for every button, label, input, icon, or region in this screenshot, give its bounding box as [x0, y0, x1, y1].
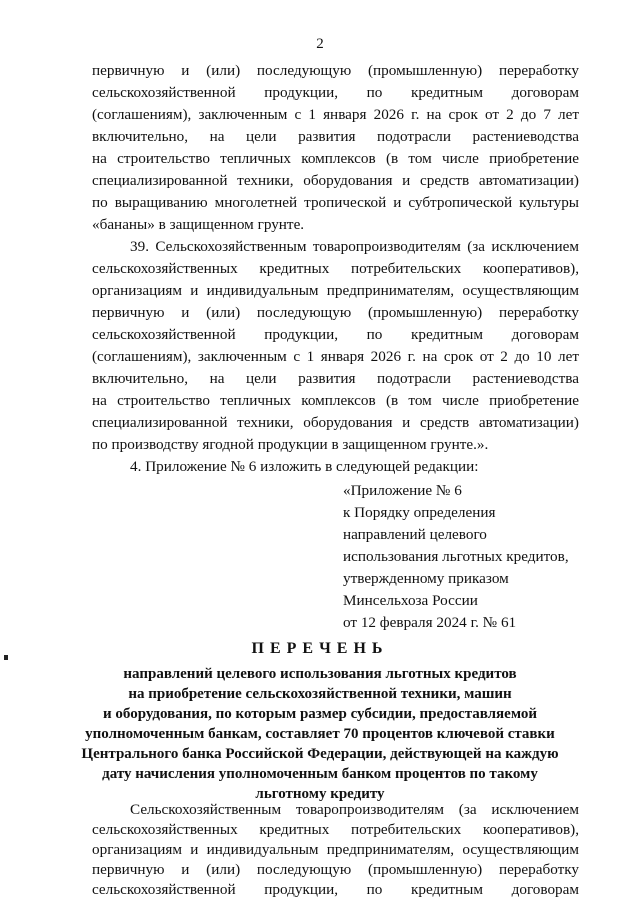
appendix-line: направлений целевого	[343, 526, 487, 543]
text-line: первичную и (или) последующую (промышленную) переработку	[92, 62, 579, 79]
text-line: 39. Сельскохозяйственным товаропроизводителям (за исключением	[130, 238, 579, 255]
document-subtitle-line: и оборудования, по которым размер субсидии, предоставляемой	[103, 706, 537, 722]
text-line: на строительство тепличных комплексов (в том числе приобретение	[92, 392, 579, 409]
text-line: первичную и (или) последующую (промышленную) переработку	[92, 304, 579, 321]
appendix-line: от 12 февраля 2024 г. № 61	[343, 614, 517, 631]
text-line: первичную и (или) последующую (промышленную) переработку	[92, 861, 579, 878]
document-subtitle-line: льготному кредиту	[255, 786, 385, 802]
text-line: Сельскохозяйственным товаропроизводителям (за исключением	[130, 801, 579, 818]
page-number: 2	[316, 36, 324, 52]
text-line: (соглашениям), заключенным с 1 января 2026 г. на срок от 2 до 7 лет	[92, 106, 579, 123]
text-line: специализированной техники, оборудования и средств автоматизации)	[92, 172, 579, 189]
text-line: сельскохозяйственных кредитных потребительских кооперативов),	[92, 821, 579, 838]
appendix-line: к Порядку определения	[343, 504, 496, 521]
scan-artifact	[4, 655, 8, 660]
appendix-line: использования льготных кредитов,	[343, 548, 569, 565]
text-line: включительно, на цели развития подотрасли растениеводства	[92, 128, 579, 145]
document-subtitle-line: уполномоченным банкам, составляет 70 процентов ключевой ставки	[85, 726, 555, 742]
text-line: (соглашениям), заключенным с 1 января 2026 г. на срок от 2 до 10 лет	[92, 348, 579, 365]
text-line: организациям и индивидуальным предпринимателям, осуществляющим	[92, 841, 579, 858]
text-line: сельскохозяйственных кредитных потребительских кооперативов),	[92, 260, 579, 277]
text-line: сельскохозяйственной продукции, по кредитным договорам	[92, 84, 579, 101]
text-line: сельскохозяйственной продукции, по кредитным договорам	[92, 326, 579, 343]
item-4-text: 4. Приложение № 6 изложить в следующей редакции:	[130, 458, 479, 475]
text-line: на строительство тепличных комплексов (в том числе приобретение	[92, 150, 579, 167]
text-line: по выращиванию многолетней тропической и субтропической культуры	[92, 194, 579, 211]
text-line: организациям и индивидуальным предпринимателям, осуществляющим	[92, 282, 579, 299]
document-subtitle-line: на приобретение сельскохозяйственной техники, машин	[128, 686, 512, 702]
document-subtitle-line: Центрального банка Российской Федерации, действующей на каждую	[81, 746, 559, 762]
document-subtitle-line: направлений целевого использования льготных кредитов	[123, 666, 517, 682]
appendix-line: «Приложение № 6	[343, 482, 462, 499]
text-line: по производству ягодной продукции в защищенном грунте.».	[92, 436, 489, 453]
text-line: специализированной техники, оборудования и средств автоматизации)	[92, 414, 579, 431]
appendix-line: Минсельхоза России	[343, 592, 478, 609]
text-line: сельскохозяйственной продукции, по кредитным договорам	[92, 881, 579, 898]
document-subtitle-line: дату начисления уполномоченным банком процентов по такому	[102, 766, 538, 782]
document-title: ПЕРЕЧЕНЬ	[251, 640, 389, 657]
appendix-line: утвержденному приказом	[343, 570, 509, 587]
text-line: включительно, на цели развития подотрасли растениеводства	[92, 370, 579, 387]
text-line: «бананы» в защищенном грунте.	[92, 216, 305, 233]
